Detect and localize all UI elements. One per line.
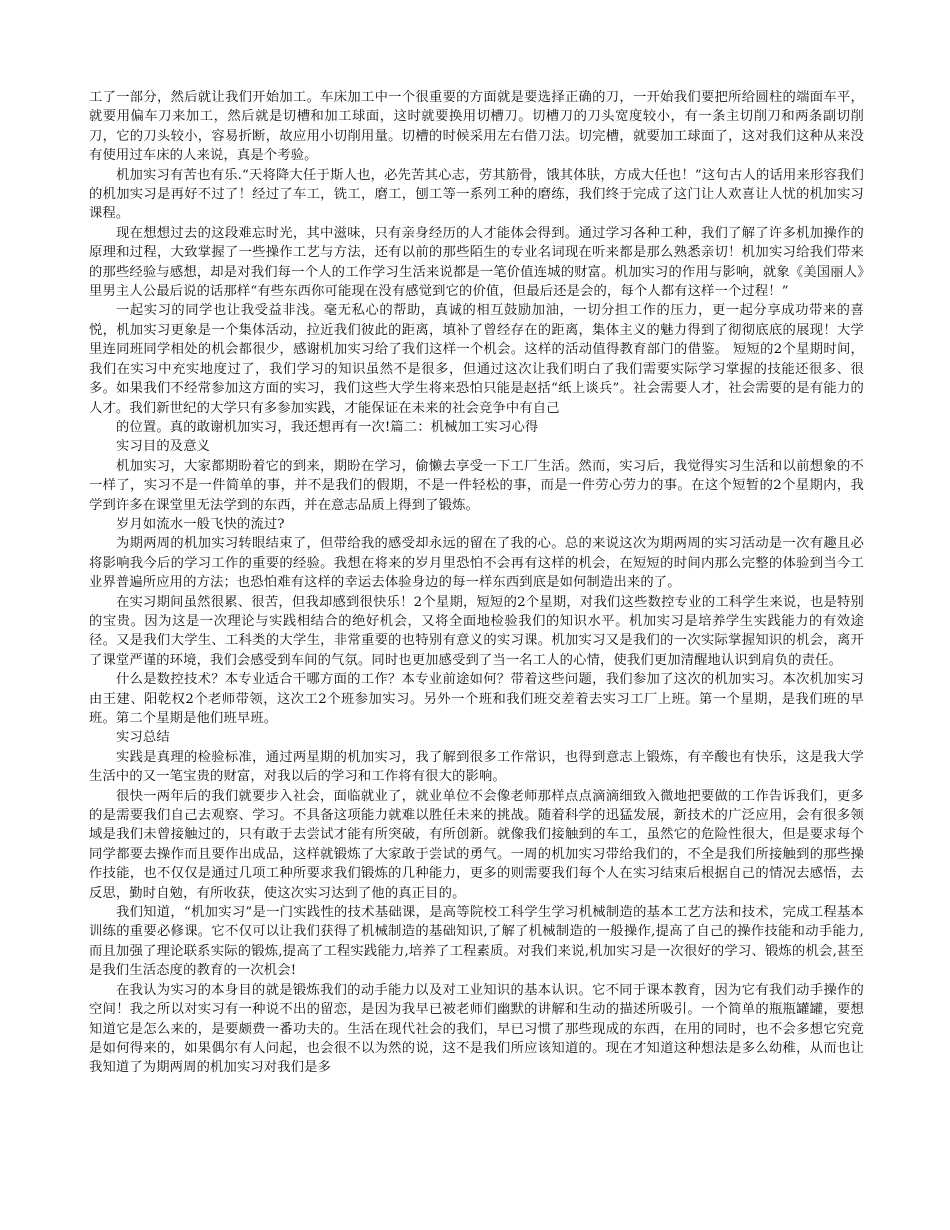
paragraph-15: 我们知道，“机加实习”是一门实践性的技术基础课，是高等院校工科学生学习机械制造的基本工艺方法和技术，完成工程基本训练的重要必修课。它不仅可以让我们获得了机械制造的基础知识,了解了机械制造的一般操作,提高了自己的操作技能和动手能力,而且加强了理论联系实际的锻炼,提高了工程实践能力,培养了工程素质。对我们来说,机加实习是一次很好的学习、锻炼的机会,甚至是我们生活态度的教育的一次机会! (89, 905, 864, 979)
paragraph-10: 在实习期间虽然很累、很苦，但我却感到很快乐！2个星期，短短的2个星期，对我们这些数控专业的工科学生来说，也是特别的宝贵。因为这是一次理论与实践相结合的绝好机会，又将全面地检验我们的知识水平。机加实习是培养学生实践能力的有效途径。又是我们大学生、工科类的大学生，非常重要的也特别有意义的实习课。机加实习又是我们的一次实际掌握知识的机会，离开了课堂严谨的环境，我们会感受到车间的气氛。同时也更加感受到了当一名工人的心情，使我们更加清醒地认识到肩负的责任。 (89, 594, 864, 668)
paragraph-13: 实践是真理的检验标准，通过两星期的机加实习，我了解到很多工作常识，也得到意志上锻炼，有辛酸也有快乐，这是我大学生活中的又一笔宝贵的财富，对我以后的学习和工作将有很大的影响。 (89, 749, 864, 785)
paragraph-8: 岁月如流水一般飞快的流过? (116, 516, 285, 532)
section-heading-purpose: 实习目的及意义 (116, 439, 211, 455)
section-heading-summary: 实习总结 (116, 730, 170, 746)
paragraph-1: 工了一部分，然后就让我们开始加工。车床加工中一个很重要的方面就是要选择正确的刀，一开始我们要把所给圆柱的端面车平，就要用偏车刀来加工，然后就是切槽和加工球面，这时就要换用切槽刀。切槽刀的刀头宽度较小，有一条主切削刀和两条副切削刀，它的刀头较小，容易折断，故应用小切削用量。切槽的时候采用左右借刀法。切完槽，就要加工球面了，这对我们这种从来没有使用过车床的人来说，真是个考验。 (89, 90, 864, 164)
paragraph-2: 机加实习有苦也有乐.“天将降大任于斯人也，必先苦其心志，劳其筋骨，饿其体肤，方成大任也！”这句古人的话用来形容我们的机加实习是再好不过了！经过了车工，铣工，磨工，刨工等一系列工种的磨练，我们终于完成了这门让人欢喜让人忧的机加实习课程。 (89, 167, 864, 222)
paragraph-3: 现在想想过去的这段难忘时光，其中滋味，只有亲身经历的人才能体会得到。通过学习各种工种，我们了解了许多机加操作的原理和过程，大致掌握了一些操作工艺与方法，还有以前的那些陌生的专业名词现在听来都是那么熟悉亲切！机加实习给我们带来的那些经验与感想，却是对我们每一个人的工作学习生活来说都是一笔价值连城的财富。机加实习的作用与影响，就象《美国丽人》里男主人公最后说的话那样“有些东西你可能现在没有感觉到它的价值，但最后还是会的，每个人都有这样一个过程！” (89, 225, 864, 300)
paragraph-14: 很快一两年后的我们就要步入社会，面临就业了，就业单位不会像老师那样点点滴滴细致入微地把要做的工作告诉我们，更多的是需要我们自己去观察、学习。不具备这项能力就难以胜任未来的挑战。随着科学的迅猛发展，新技术的广泛应用，会有很多领域是我们未曾接触过的，只有敢于去尝试才能有所突破，有所创新。就像我们接触到的车工，虽然它的危险性很大，但是要求每个同学都要去操作而且要作出成品，这样就锻炼了大家敢于尝试的勇气。一周的机加实习带给我们的，不全是我们所接触到的那些操作技能，也不仅仅是通过几项工种所要求我们锻炼的几种能力，更多的则需要我们每个人在实习结束后根据自己的情况去感悟，去反思，勤时自勉，有所收获，使这次实习达到了他的真正目的。 (89, 788, 864, 901)
paragraph-11: 什么是数控技术？本专业适合干哪方面的工作？本专业前途如何？带着这些问题，我们参加了这次的机加实习。本次机加实习由王建、阳乾权2个老师带领，这次工2个班参加实习。另外一个班和我们班交差着去实习工厂上班。第一个星期，是我们班的早班。第二个星期是他们班早班。 (89, 672, 864, 726)
paragraph-7: 机加实习，大家都期盼着它的到来，期盼在学习，偷懒去享受一下工厂生活。然而，实习后，我觉得实习生活和以前想象的不一样了，实习不是一件简单的事，并不是我们的假期，不是一件轻松的事，而是一件劳心劳力的事。在这个短暂的2个星期内，我学到许多在课堂里无法学到的东西，并在意志品质上得到了锻炼。 (89, 458, 864, 513)
paragraph-9: 为期两周的机加实习转眼结束了，但带给我的感受却永远的留在了我的心。总的来说这次为期两周的实习活动是一次有趣且必将影响我今后的学习工作的重要的经验。我想在将来的岁月里恐怕不会再有这样的机会，在短短的时间内那么完整的体验到当今工业界普遍所应用的方法；也恐怕难有这样的幸运去体验身边的每一样东西到底是如何制造出来的了。 (89, 536, 864, 591)
paragraph-5: 的位置。真的敢谢机加实习，我还想再有一次!篇二：机械加工实习心得 (116, 419, 539, 435)
paragraph-16: 在我认为实习的本身目的就是锻炼我们的动手能力以及对工业知识的基本认识。它不同于课本教育，因为它有我们动手操作的空间！我之所以对实习有一种说不出的留恋，是因为我早已被老师们幽默的讲解和生动的描述所吸引。一个简单的瓶瓶罐罐，要想知道它是怎么来的，是要颇费一番功夫的。生活在现代社会的我们，早已习惯了那些现成的东西，在用的同时，也不会多想它究竟是如何得来的，如果偶尔有人问起，也会很不以为然的说，这不是我们所应该知道的。现在才知道这种想法是多么幼稚，从而也让我知道了为期两周的机加实习对我们是多 (89, 982, 864, 1076)
paragraph-4: 一起实习的同学也让我受益非浅。毫无私心的帮助，真诚的相互鼓励加油，一切分担工作的压力，更一起分享成功带来的喜悦，机加实习更象是一个集体活动，拉近我们彼此的距离，填补了曾经存在的距离，集体主义的魅力得到了彻彻底底的展现！大学里连同班同学相处的机会都很少，感谢机加实习给了我们这样一个机会。这样的活动值得教育部门的借鉴。 短短的2个星期时间，我们在实习中充实地度过了，我们学习的知识虽然不是很多，但通过这次让我们明白了我们需要实际学习掌握的技能还很多、很多。如果我们不经常参加这方面的实习，我们这些大学生将来恐怕只能是赵括“纸上谈兵”。社会需要人才，社会需要的是有能力的人才。我们新世纪的大学只有多参加实践，才能保证在未来的社会竞争中有自己 (89, 303, 864, 416)
